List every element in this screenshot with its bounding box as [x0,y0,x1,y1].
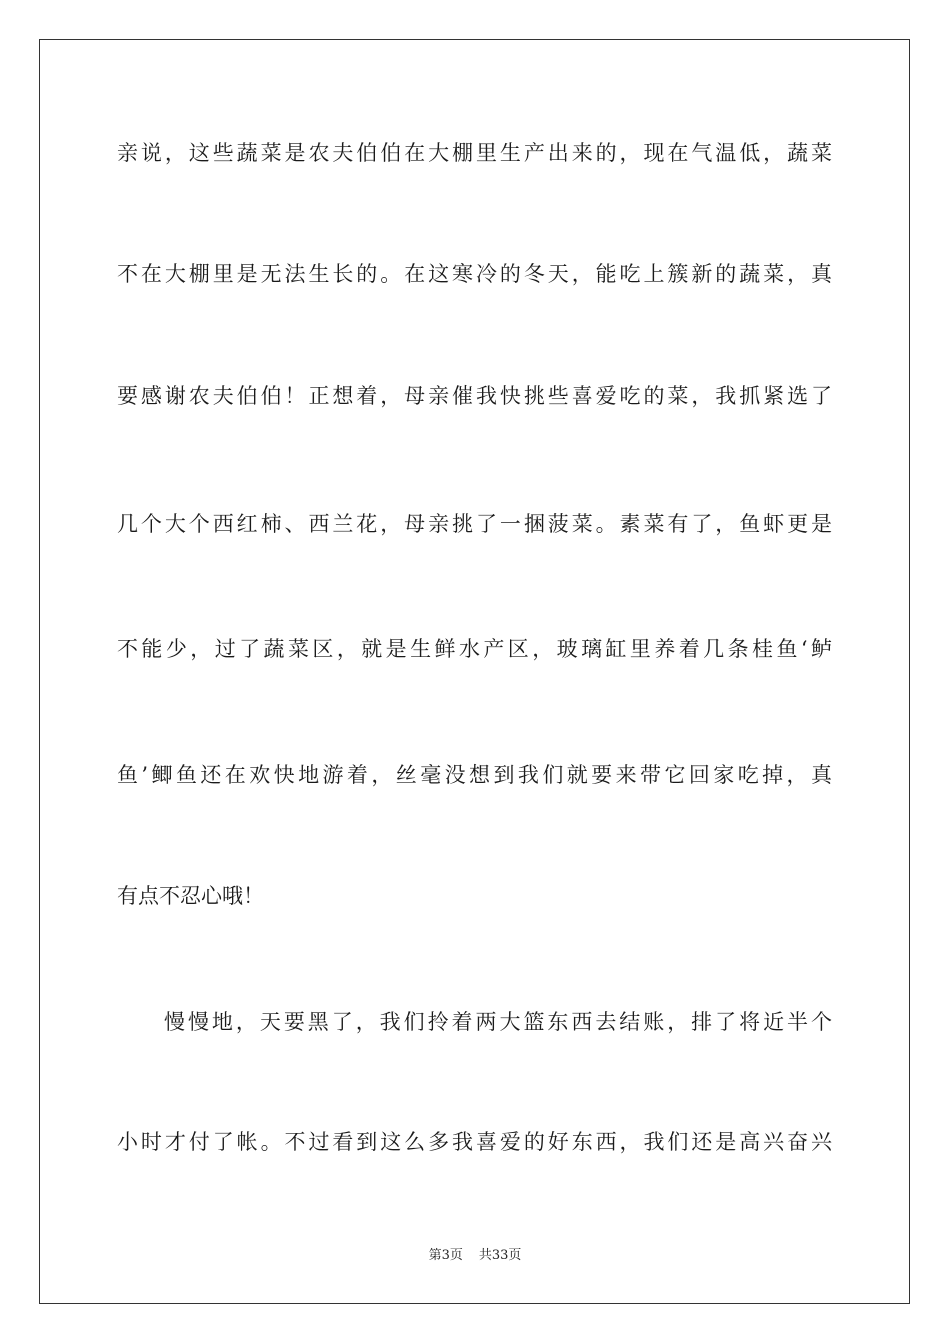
text-line: 亲说，这些蔬菜是农夫伯伯在大棚里生产出来的，现在气温低，蔬菜 [117,141,832,165]
page-border [39,39,910,1304]
page-total: 共33页 [478,1248,522,1263]
text-line: 要感谢农夫伯伯！正想着，母亲催我快挑些喜爱吃的菜，我抓紧选了 [117,384,832,408]
text-line: 不能少，过了蔬菜区，就是生鲜水产区，玻璃缸里养着几条桂鱼‘鲈 [117,637,832,661]
text-line: 有点不忍心哦！ [117,884,264,908]
paragraph-first-line: 慢慢地，天要黑了，我们拎着两大篮东西去结账，排了将近半个 [164,1010,832,1034]
text-line: 几个大个西红柿、西兰花，母亲挑了一捆菠菜。素菜有了，鱼虾更是 [117,512,832,536]
text-line: 鱼’鲫鱼还在欢快地游着，丝毫没想到我们就要来带它回家吃掉，真 [117,763,832,787]
text-line: 小时才付了帐。不过看到这么多我喜爱的好东西，我们还是高兴奋兴 [117,1130,832,1154]
page-footer [0,1246,950,1266]
text-line: 不在大棚里是无法生长的。在这寒冷的冬天，能吃上簇新的蔬菜，真 [117,262,832,286]
page-number: 第3页 [428,1248,463,1263]
